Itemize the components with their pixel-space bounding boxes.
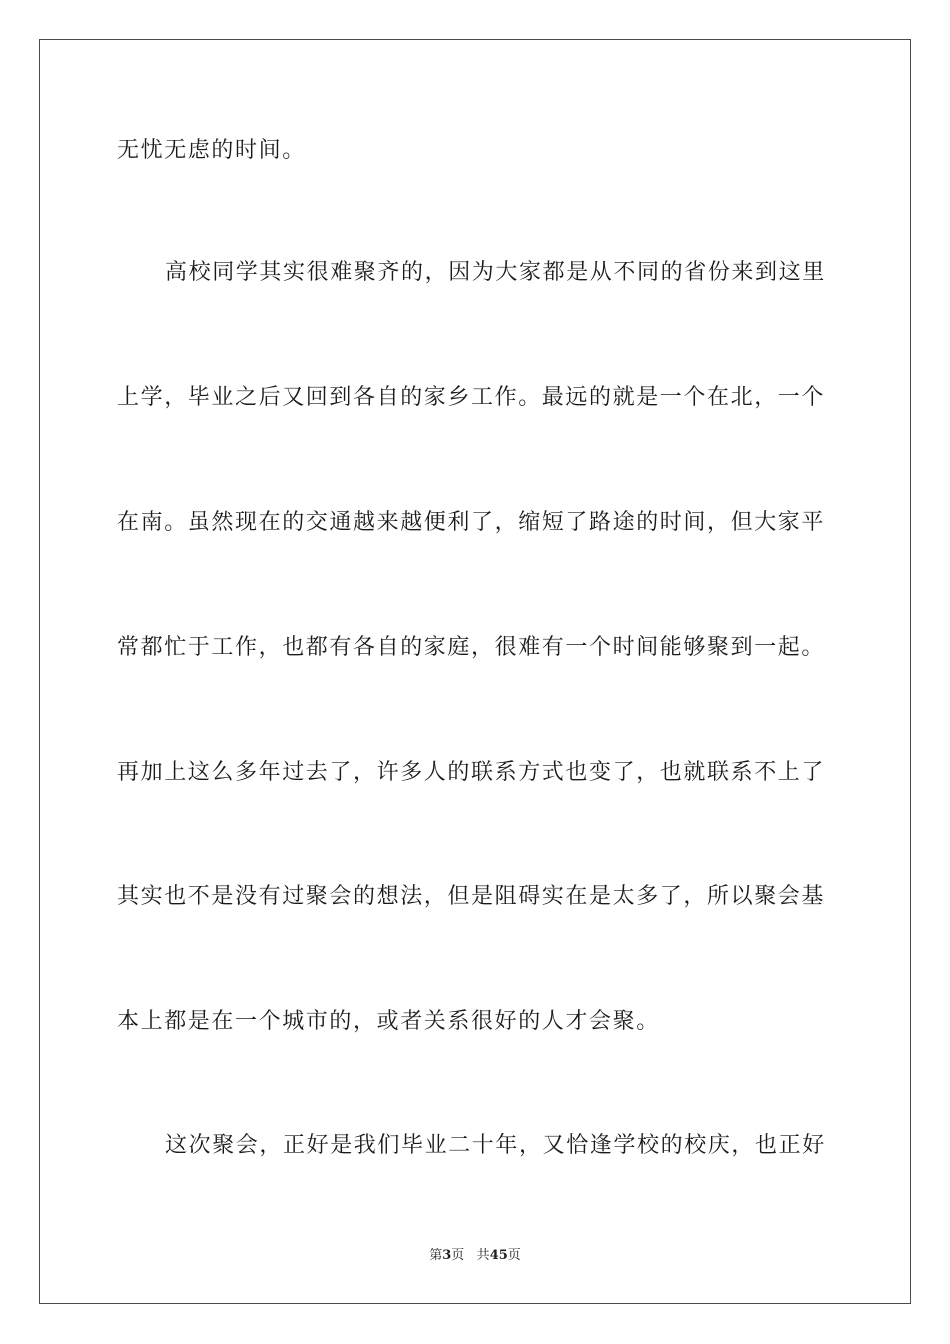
page-footer: [0, 1247, 950, 1265]
text-line-7: 其实也不是没有过聚会的想法，但是阻碍实在是太多了，所以聚会基: [117, 884, 826, 909]
text-line-4: 在南。虽然现在的交通越来越便利了，缩短了路途的时间，但大家平: [117, 510, 826, 535]
text-line-3: 上学，毕业之后又回到各自的家乡工作。最远的就是一个在北，一个: [117, 385, 826, 410]
text-line-8: 本上都是在一个城市的，或者关系很好的人才会聚。: [117, 1009, 660, 1034]
footer-page-number: 3: [442, 1248, 452, 1263]
text-line-6: 再加上这么多年过去了，许多人的联系方式也变了，也就联系不上了: [117, 760, 826, 785]
text-line-5: 常都忙于工作，也都有各自的家庭，很难有一个时间能够聚到一起。: [117, 635, 826, 660]
footer-page-suffix: 页: [451, 1248, 465, 1263]
page-border: [39, 39, 911, 1304]
footer-total-pages: 45: [489, 1248, 508, 1263]
footer-page-prefix: 第: [429, 1248, 443, 1263]
text-line-1: 无忧无虑的时间。: [117, 138, 306, 163]
footer-total-suffix: 页: [507, 1248, 521, 1263]
text-line-2: 高校同学其实很难聚齐的，因为大家都是从不同的省份来到这里: [165, 260, 826, 285]
text-line-9: 这次聚会，正好是我们毕业二十年，又恰逢学校的校庆，也正好: [165, 1133, 826, 1158]
footer-total-prefix: 共: [476, 1248, 490, 1263]
